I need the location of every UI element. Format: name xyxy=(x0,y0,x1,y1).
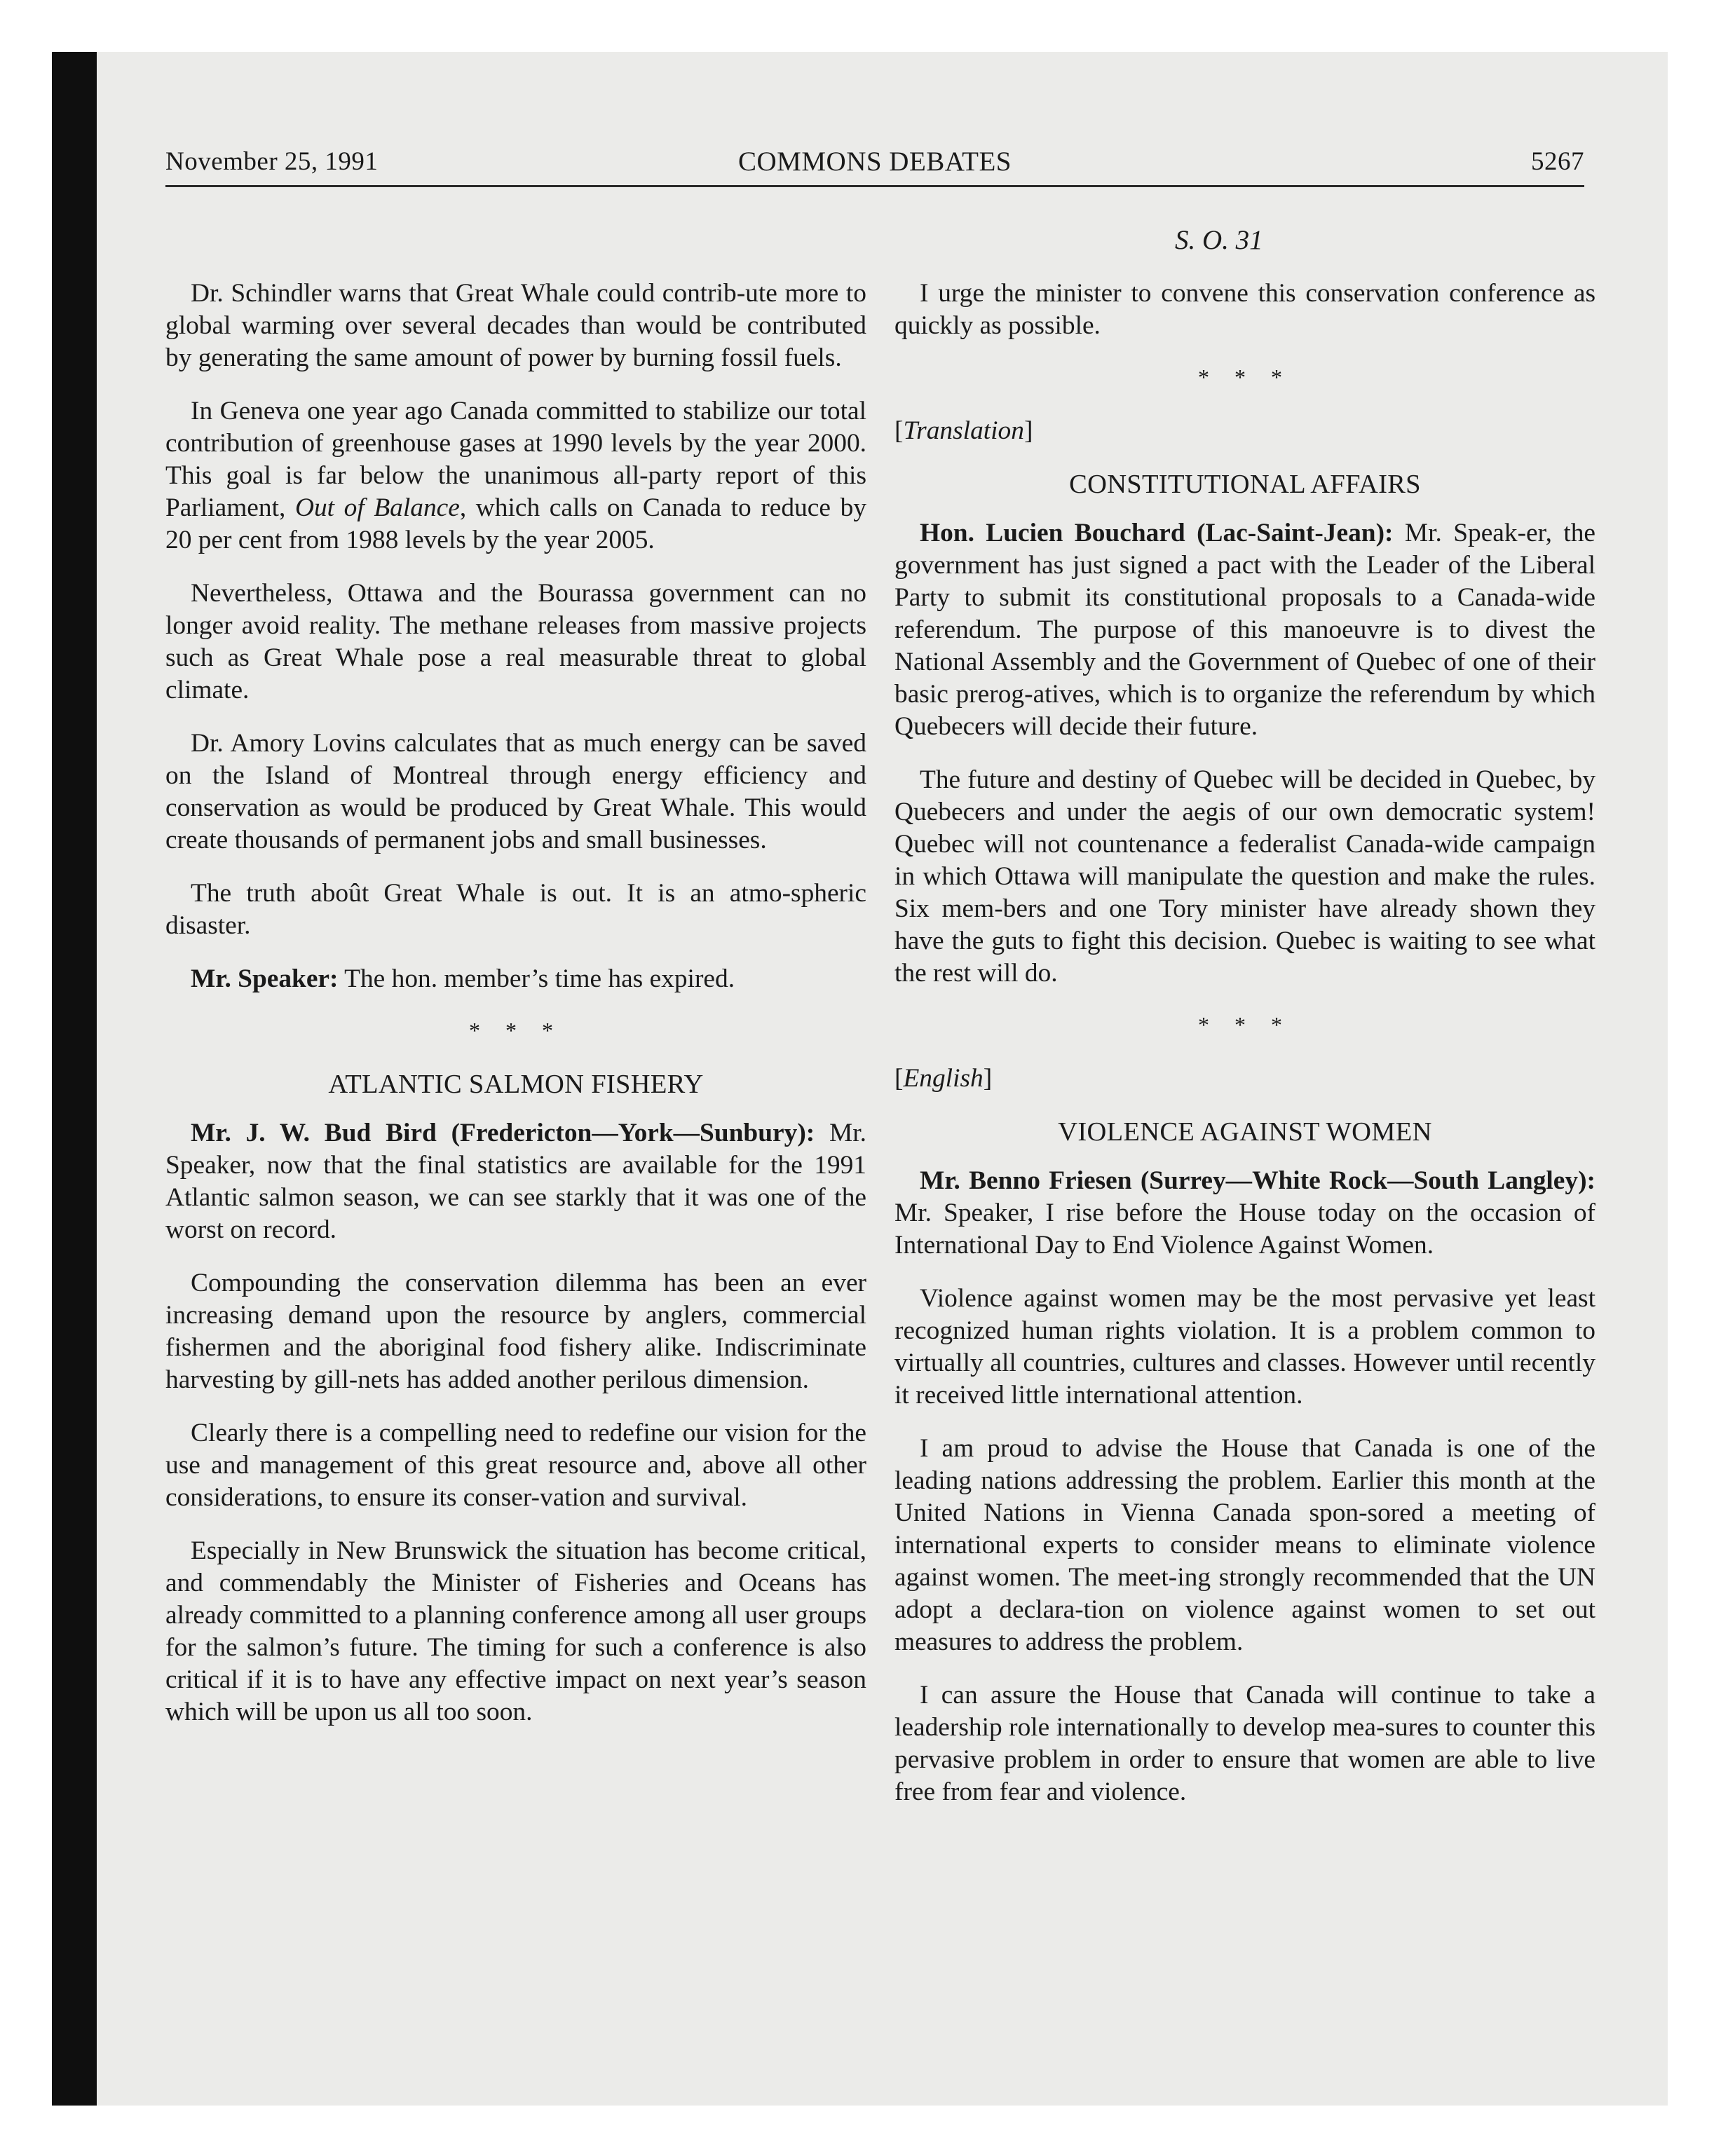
paragraph: Especially in New Brunswick the situation has become critical, and commendably the Minister of Fisheries and Oceans has already committed to a planning conference among all user groups for the salmon’s future. The timing for such a conference is also critical if it is to have any effective impact on next year’s season which will be upon us all too soon. xyxy=(165,1536,866,1726)
paragraph: Mr. J. W. Bud Bird (Fredericton—York—Sunbury): Mr. Speaker, now that the final statistics are available for the 1991 Atlantic salmon season, we can see starkly that it was one of the worst on record. xyxy=(165,1119,866,1244)
report-title: Out of Balance xyxy=(294,493,460,522)
paragraph: Hon. Lucien Bouchard (Lac-Saint-Jean): Mr. Speak-er, the government has just signed a pact with the Leader of the Liberal Party to submit its constitutional proposals to a Canada-wide referendum. The purpose of this manoeuvre is to divest the National Assembly and the Government of Quebec of one of their basic prerog-atives, which is to organize the referendum by which Quebecers will decide their future. xyxy=(894,519,1595,741)
paragraph: Mr. Benno Friesen (Surrey—White Rock—South Langley): Mr. Speaker, I rise before the House today on the occasion of International Day to End Violence Against Women. xyxy=(894,1166,1595,1260)
paragraph: Clearly there is a compelling need to redefine our vision for the use and management of this great resource and, above all other considerations, to ensure its conser-vation and survival. xyxy=(165,1419,866,1512)
section-separator: * * * xyxy=(1198,364,1292,390)
paragraph: I urge the minister to convene this conservation conference as quickly as possible. xyxy=(894,279,1595,340)
speaker-name: Mr. J. W. Bud Bird (Fredericton—York—Sunbury): xyxy=(191,1119,815,1147)
paragraph: Mr. Speaker: The hon. member’s time has expired. xyxy=(191,964,735,993)
standing-order-marker: S. O. 31 xyxy=(1175,225,1263,255)
section-heading: VIOLENCE AGAINST WOMEN xyxy=(1058,1117,1432,1147)
paragraph: The future and destiny of Quebec will be decided in Quebec, by Quebecers and under the aegis of our own democratic system! Quebec will not countenance a federalist Canada-wide campaign in which Ottawa will manipulate the question and make the rules. Six mem-bers and one Tory minister have already shown they have the guts to fight this decision. Quebec is waiting to see what the rest will do. xyxy=(894,765,1595,988)
speaker-name: Mr. Benno Friesen (Surrey—White Rock—South Langley): xyxy=(920,1166,1595,1195)
speaker-name: Hon. Lucien Bouchard (Lac-Saint-Jean): xyxy=(920,519,1394,547)
speaker-name: Mr. Speaker: xyxy=(191,964,339,993)
header-date: November 25, 1991 xyxy=(165,147,379,176)
section-heading: CONSTITUTIONAL AFFAIRS xyxy=(1069,470,1421,499)
section-heading: ATLANTIC SALMON FISHERY xyxy=(328,1070,704,1099)
scan-binding-edge xyxy=(52,52,97,2106)
section-separator: * * * xyxy=(469,1018,563,1043)
section-separator: * * * xyxy=(1198,1012,1292,1037)
paragraph: The truth aboût Great Whale is out. It is an atmo-spheric disaster. xyxy=(165,879,866,940)
paragraph: Compounding the conservation dilemma has been an ever increasing demand upon the resource by anglers, commercial fishermen and the aboriginal food fishery alike. Indiscriminate harvesting by gill-nets has added another perilous dimension. xyxy=(165,1269,866,1394)
paragraph: I am proud to advise the House that Canada is one of the leading nations addressing the problem. Earlier this month at the United Nations in Vienna Canada spon-sored a meeting of international experts to consider means to eliminate violence against women. The meet-ing strongly recommended that the UN adopt a declara-tion on violence against women to set out measures to address the problem. xyxy=(894,1434,1595,1656)
left-column xyxy=(165,278,866,1749)
header-page-number: 5267 xyxy=(1531,147,1584,176)
page-header xyxy=(165,143,1584,187)
paragraph: In Geneva one year ago Canada committed to stabilize our total contribution of greenhouse gases at 1990 levels by the year 2000. This goal is far below the unanimous all-party report of this Parliament, Out of Balance, which calls on Canada to reduce by 20 per cent from 1988 levels by the year 2005. xyxy=(165,397,866,554)
paragraph: Violence against women may be the most pervasive yet least recognized human rights violation. It is a problem common to virtually all countries, cultures and classes. However until recently it received little international attention. xyxy=(894,1284,1595,1410)
paragraph: I can assure the House that Canada will continue to take a leadership role internationally to develop mea-sures to counter this pervasive problem in order to ensure that women are able to live free from fear and violence. xyxy=(894,1681,1595,1806)
paragraph: Dr. Schindler warns that Great Whale could contrib-ute more to global warming over several decades than would be contributed by generating the same amount of power by burning fossil fuels. xyxy=(165,279,866,372)
right-column xyxy=(894,278,1595,1829)
language-note: [Translation] xyxy=(894,416,1033,445)
header-title: COMMONS DEBATES xyxy=(738,146,1012,177)
language-note: [English] xyxy=(894,1064,993,1093)
paragraph: Nevertheless, Ottawa and the Bourassa government can no longer avoid reality. The methane releases from massive projects such as Great Whale pose a real measurable threat to global climate. xyxy=(165,579,866,704)
paragraph: Dr. Amory Lovins calculates that as much energy can be saved on the Island of Montreal through energy efficiency and conservation as would be produced by Great Whale. This would create thousands of permanent jobs and small businesses. xyxy=(165,729,866,854)
